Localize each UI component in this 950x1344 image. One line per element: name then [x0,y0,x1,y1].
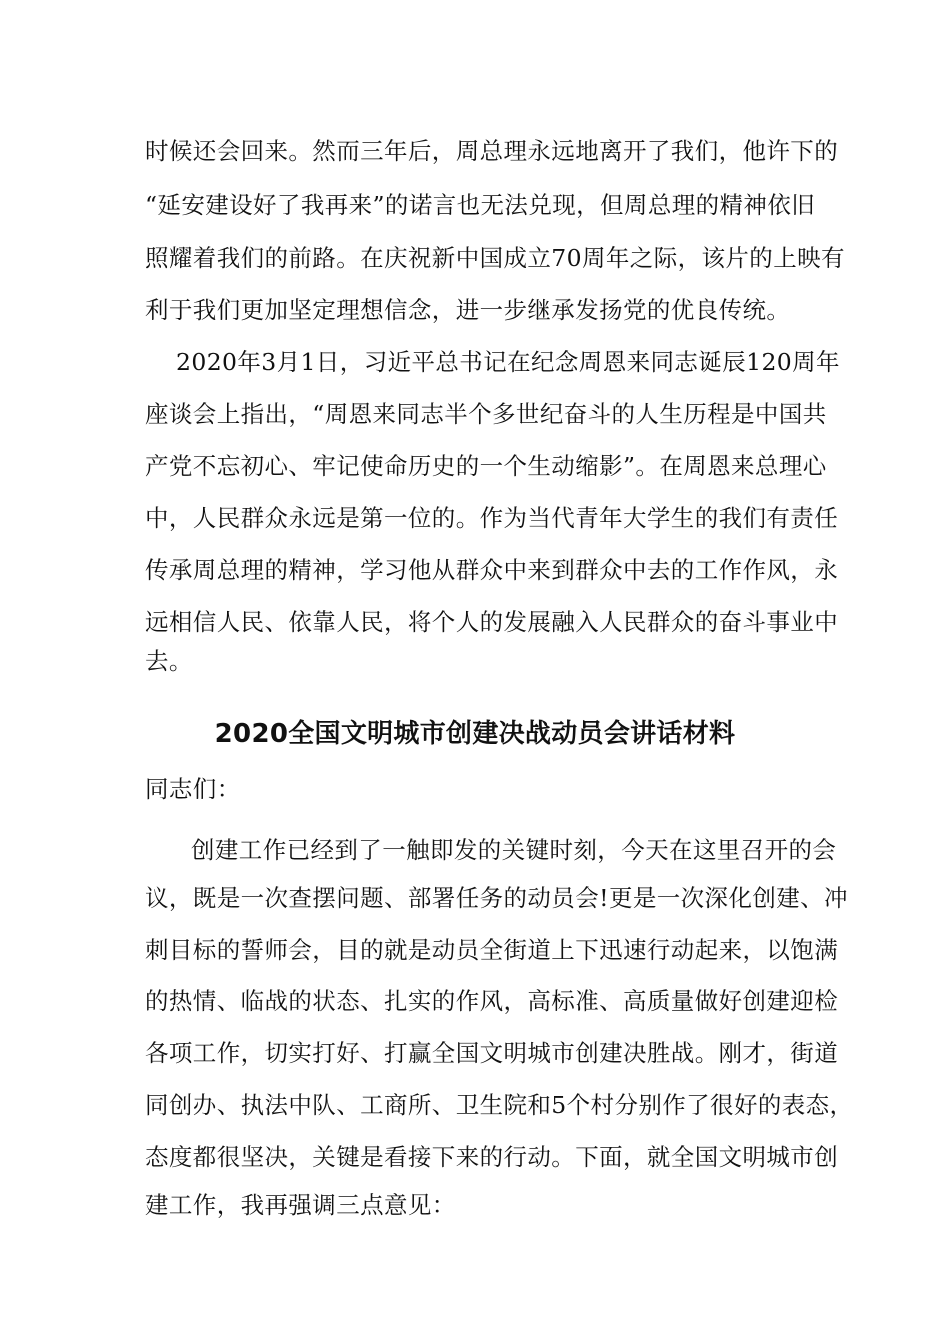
paragraph-1-line-3: 照耀着我们的前路。在庆祝新中国成立70周年之际，该片的上映有 [145,244,845,272]
paragraph-1-line-1: 时候还会回来。然而三年后，周总理永远地离开了我们，他许下的 [145,137,839,165]
paragraph-2-line-6: 远相信人民、依靠人民，将个人的发展融入人民群众的奋斗事业中 [145,608,839,636]
paragraph-3-line-6: 同创办、执法中队、工商所、卫生院和5个村分别作了很好的表态， [145,1091,854,1119]
paragraph-3-line-1: 创建工作已经到了一触即发的关键时刻，今天在这里召开的会 [191,836,837,864]
paragraph-3-line-4: 的热情、临战的状态、扎实的作风，高标准、高质量做好创建迎检 [145,987,839,1015]
paragraph-2-line-5: 传承周总理的精神，学习他从群众中来到群众中去的工作作风，永 [145,556,839,584]
paragraph-3-line-2: 议，既是一次查摆问题、部署任务的动员会!更是一次深化创建、冲 [145,884,848,912]
paragraph-2-line-4: 中，人民群众永远是第一位的。作为当代青年大学生的我们有责任 [145,504,839,532]
paragraph-3-line-8: 建工作，我再强调三点意见： [145,1191,456,1219]
paragraph-2-line-2: 座谈会上指出，“周恩来同志半个多世纪奋斗的人生历程是中国共 [145,400,827,428]
paragraph-1-line-2: “延安建设好了我再来”的诺言也无法兑现，但周总理的精神依旧 [145,191,816,219]
paragraph-3-line-7: 态度都很坚决，关键是看接下来的行动。下面，就全国文明城市创 [145,1143,839,1171]
document-title: 2020全国文明城市创建决战动员会讲话材料 [214,719,736,749]
paragraph-1-line-4: 利于我们更加坚定理想信念，进一步继承发扬党的优良传统。 [145,296,791,324]
paragraph-2-line-7: 去。 [145,647,193,675]
paragraph-2-line-1: 2020年3月1日，习近平总书记在纪念周恩来同志诞辰120周年 [176,348,840,376]
paragraph-3-line-5: 各项工作，切实打好、打赢全国文明城市创建决胜战。刚才，街道 [145,1039,839,1067]
paragraph-3-line-3: 刺目标的誓师会，目的就是动员全街道上下迅速行动起来，以饱满 [145,936,839,964]
paragraph-2-line-3: 产党不忘初心、牢记使命历史的一个生动缩影”。在周恩来总理心 [145,452,827,480]
salutation: 同志们： [145,775,241,803]
